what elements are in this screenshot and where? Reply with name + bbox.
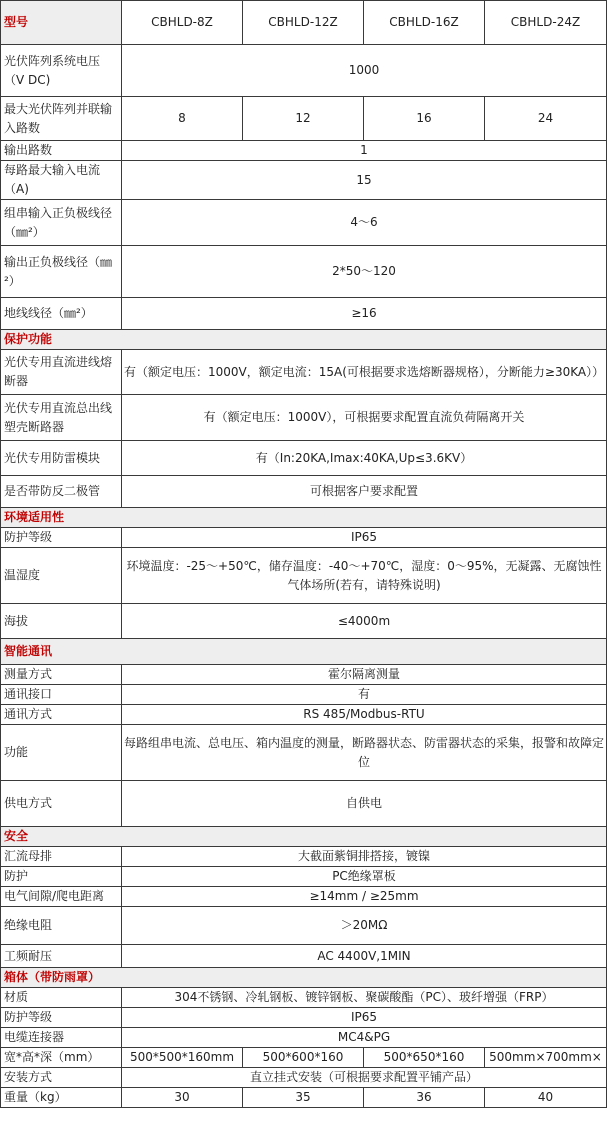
spec-value: IP65 <box>122 528 607 548</box>
spec-label: 海拔 <box>1 604 122 639</box>
spec-value: RS 485/Modbus-RTU <box>122 705 607 725</box>
spec-value: 每路组串电流、总电压、箱内温度的测量，断路器状态、防雷器状态的采集，报警和故障定位 <box>122 725 607 781</box>
spec-label: 温湿度 <box>1 548 122 604</box>
spec-row <box>1 781 607 827</box>
spec-row <box>1 161 607 200</box>
spec-value: 40 <box>485 1088 607 1108</box>
spec-value: 24 <box>485 97 607 141</box>
spec-value: 直立挂式安装（可根据要求配置平铺产品） <box>122 1068 607 1088</box>
spec-label: 光伏专用直流总出线塑壳断路器 <box>1 395 122 441</box>
spec-row <box>1 200 607 246</box>
model-name: CBHLD-16Z <box>364 1 485 45</box>
spec-label: 最大光伏阵列并联输入路数 <box>1 97 122 141</box>
spec-row <box>1 1068 607 1088</box>
spec-label: 光伏专用直流进线熔断器 <box>1 350 122 395</box>
spec-value: 有（额定电压：1000V），可根据要求配置直流负荷隔离开关 <box>122 395 607 441</box>
spec-label: 绝缘电阻 <box>1 907 122 945</box>
section-row <box>1 639 607 665</box>
spec-row <box>1 395 607 441</box>
spec-value: 有 <box>122 685 607 705</box>
spec-value: 30 <box>122 1088 243 1108</box>
spec-value: 15 <box>122 161 607 200</box>
model-name: CBHLD-24Z <box>485 1 607 45</box>
spec-value: IP65 <box>122 1008 607 1028</box>
section-title: 保护功能 <box>1 330 607 350</box>
spec-value: 2*50～120 <box>122 246 607 298</box>
spec-value: 霍尔隔离测量 <box>122 665 607 685</box>
section-row <box>1 330 607 350</box>
spec-row <box>1 441 607 476</box>
spec-label: 测量方式 <box>1 665 122 685</box>
spec-label: 电气间隙/爬电距离 <box>1 887 122 907</box>
spec-label: 防护等级 <box>1 528 122 548</box>
section-title: 箱体（带防雨罩） <box>1 968 607 988</box>
spec-value: 500*500*160mm <box>122 1048 243 1068</box>
spec-value: 35 <box>243 1088 364 1108</box>
section-title: 环境适用性 <box>1 508 607 528</box>
spec-row <box>1 45 607 97</box>
spec-label: 防护等级 <box>1 1008 122 1028</box>
spec-value: 12 <box>243 97 364 141</box>
spec-row <box>1 141 607 161</box>
spec-row <box>1 847 607 867</box>
spec-row <box>1 725 607 781</box>
spec-row <box>1 1008 607 1028</box>
spec-label: 光伏阵列系统电压（V DC) <box>1 45 122 97</box>
spec-value: 500*650*160 <box>364 1048 485 1068</box>
model-name: CBHLD-8Z <box>122 1 243 45</box>
spec-value: ≤4000m <box>122 604 607 639</box>
spec-row <box>1 548 607 604</box>
spec-label: 电缆连接器 <box>1 1028 122 1048</box>
spec-label: 重量（kg） <box>1 1088 122 1108</box>
spec-row <box>1 476 607 508</box>
spec-row <box>1 604 607 639</box>
spec-label: 通讯接口 <box>1 685 122 705</box>
spec-value: 自供电 <box>122 781 607 827</box>
spec-row <box>1 246 607 298</box>
section-row <box>1 508 607 528</box>
spec-row <box>1 350 607 395</box>
spec-label: 安装方式 <box>1 1068 122 1088</box>
spec-row <box>1 1088 607 1108</box>
section-row <box>1 968 607 988</box>
spec-label: 地线线径（㎜²） <box>1 298 122 330</box>
spec-row <box>1 1048 607 1068</box>
spec-value: 有（In:20KA,Imax:40KA,Up≤3.6KV） <box>122 441 607 476</box>
model-header-label: 型号 <box>1 1 122 45</box>
section-title: 智能通讯 <box>1 639 607 665</box>
spec-row <box>1 528 607 548</box>
spec-value: 16 <box>364 97 485 141</box>
spec-value: 可根据客户要求配置 <box>122 476 607 508</box>
header-row <box>1 1 607 45</box>
spec-row <box>1 665 607 685</box>
spec-value: 500*600*160 <box>243 1048 364 1068</box>
spec-label: 供电方式 <box>1 781 122 827</box>
spec-label: 材质 <box>1 988 122 1008</box>
spec-value: 36 <box>364 1088 485 1108</box>
spec-row <box>1 945 607 968</box>
spec-value: 4～6 <box>122 200 607 246</box>
spec-value: 大截面紫铜排搭接，镀镍 <box>122 847 607 867</box>
spec-row <box>1 887 607 907</box>
spec-value: MC4&PG <box>122 1028 607 1048</box>
spec-row <box>1 298 607 330</box>
spec-label: 输出正负极线径（㎜²） <box>1 246 122 298</box>
spec-row <box>1 685 607 705</box>
spec-label: 功能 <box>1 725 122 781</box>
spec-label: 汇流母排 <box>1 847 122 867</box>
spec-row <box>1 1028 607 1048</box>
spec-value: PC绝缘罩板 <box>122 867 607 887</box>
spec-label: 通讯方式 <box>1 705 122 725</box>
spec-label: 工频耐压 <box>1 945 122 968</box>
spec-value: AC 4400V,1MIN <box>122 945 607 968</box>
spec-row <box>1 867 607 887</box>
spec-table-body <box>1 1 607 1108</box>
spec-value: 1 <box>122 141 607 161</box>
spec-value: 8 <box>122 97 243 141</box>
spec-row <box>1 97 607 141</box>
spec-label: 输出路数 <box>1 141 122 161</box>
spec-label: 防护 <box>1 867 122 887</box>
spec-label: 光伏专用防雷模块 <box>1 441 122 476</box>
spec-value: 500mm×700mm× <box>485 1048 607 1068</box>
spec-value: ≥16 <box>122 298 607 330</box>
spec-value: 环境温度：-25～+50℃，储存温度：-40～+70℃，湿度：0～95%，无凝露、无腐蚀性气体场所(若有，请特殊说明) <box>122 548 607 604</box>
spec-row <box>1 907 607 945</box>
spec-label: 宽*高*深（mm） <box>1 1048 122 1068</box>
spec-value: ≥14mm / ≥25mm <box>122 887 607 907</box>
model-name: CBHLD-12Z <box>243 1 364 45</box>
spec-label: 每路最大输入电流（A) <box>1 161 122 200</box>
spec-label: 组串输入正负极线径（㎜²） <box>1 200 122 246</box>
spec-value: 1000 <box>122 45 607 97</box>
section-row <box>1 827 607 847</box>
section-title: 安全 <box>1 827 607 847</box>
spec-value: ＞20MΩ <box>122 907 607 945</box>
spec-label: 是否带防反二极管 <box>1 476 122 508</box>
spec-value: 304不锈钢、冷轧钢板、镀锌钢板、聚碳酸酯（PC）、玻纤增强（FRP） <box>122 988 607 1008</box>
spec-row <box>1 988 607 1008</box>
spec-value: 有（额定电压：1000V，额定电流：15A(可根据要求选熔断器规格），分断能力≥30KA）） <box>122 350 607 395</box>
spec-row <box>1 705 607 725</box>
